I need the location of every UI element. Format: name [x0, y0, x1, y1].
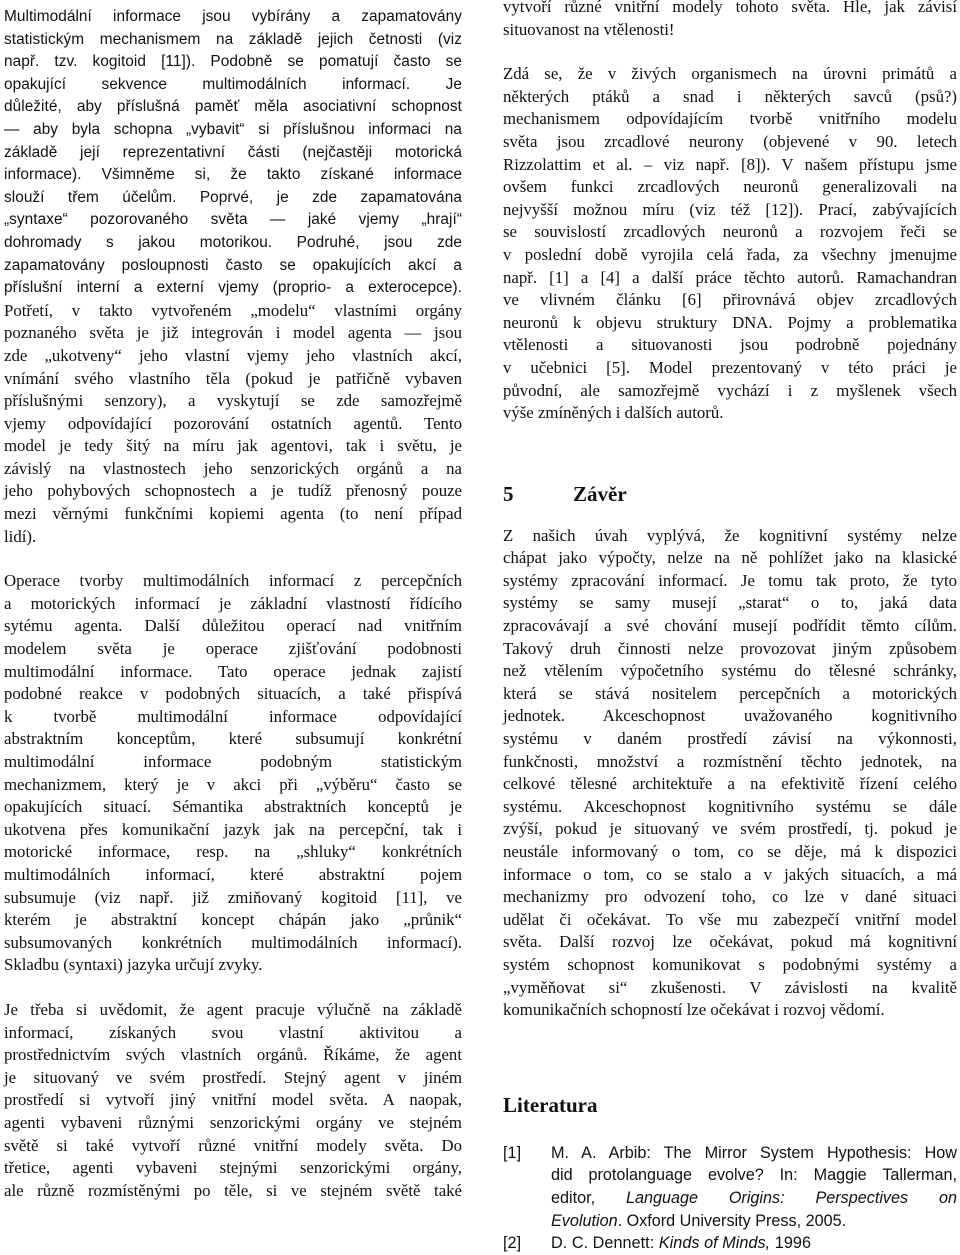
- text-line: „vyměňovat si“ zkušenosti. V závislosti na kvalitě: [503, 977, 957, 997]
- text-line: k tvorbě multimodální informace odpovídající: [4, 706, 462, 726]
- text-line: vjemy odpovídající pozorování ostatních agentů. Tento: [4, 413, 462, 433]
- reference-2-title: Kinds of Minds,: [658, 1234, 771, 1253]
- reference-text: . Oxford University Press, 2005.: [617, 1211, 847, 1230]
- text-line: abstraktním konceptům, které subsumují konkrétní: [4, 729, 462, 749]
- right-paragraph-1: [503, 0, 957, 41]
- section-title: Závěr: [573, 481, 627, 506]
- text-line: ovšem funkci zrcadlových neuronů generalizovali na: [503, 177, 957, 197]
- text-line: zde „ukotveny“ jeho vlastní vjemy jeho vlastních akcí,: [4, 345, 462, 365]
- text-line: opakujících situací. Sémantika abstraktních konceptů je: [4, 797, 462, 817]
- reference-2-text: [551, 1232, 957, 1255]
- text-line: komunikačních schopností lze očekávat i rozvoj vědomí.: [503, 1000, 885, 1020]
- text-line: statistickým mechanismem na základě jejich četnosti (viz: [4, 30, 462, 48]
- text-line: Zdá se, že v živých organismech na úrovni primátů a: [503, 64, 957, 84]
- text-line: příslušnými senzory), a vyskytují se zde samozřejmě: [4, 391, 462, 411]
- text-line: Potřetí, v takto vytvořeném „modelu“ vlastními orgány: [4, 300, 462, 320]
- text-line: celkové tělesné architektuře a na efektivitě řízení celého: [503, 774, 957, 794]
- reference-line: [551, 1187, 957, 1210]
- text-line: Je třeba si uvědomit, že agent pracuje výlučně na základě: [4, 999, 462, 1019]
- text-line: systém schopnost komunikovat s podobnými systémy a: [503, 954, 957, 974]
- text-line: neuronů k objevu struktury DNA. Pojmy a problematika: [503, 312, 957, 332]
- text-line: třetice, agenti vybaveni stejnými senzorickými orgány,: [4, 1158, 462, 1178]
- text-line: model je tedy šitý na míru jak agentovi, tak i světu, je: [4, 436, 462, 456]
- text-line: „syntaxe“ pozorovaného světa — jaké vjemy „hrají“: [4, 211, 462, 229]
- right-column: [503, 0, 957, 1255]
- text-line: Multimodální informace jsou vybírány a zapamatovány: [4, 8, 462, 25]
- left-paragraph-1: [4, 6, 462, 548]
- text-line: závislý na vlastnostech jeho senzorických orgánů a na: [4, 458, 462, 478]
- text-line: příslušní interní a externí vjemy (proprio- a exterocepce).: [4, 279, 462, 297]
- text-line: Rizzolattim et al. – viz např. [8]). V našem přístupu jsme: [503, 154, 957, 174]
- text-line: mezi věrnými funkčními kopiemi agenta (to není případ: [4, 504, 462, 524]
- text-line: chápat jako výpočty, nelze na ně pohlížet jako na klasické: [503, 548, 957, 568]
- text-line: mechanizmem, který je v akci při „výběru“ často se: [4, 774, 462, 794]
- left-paragraph-2: [4, 570, 462, 977]
- text-line: ukotvena přes komunikační jazyk jak na percepční, tak i: [4, 819, 462, 839]
- reference-2-authors: D. C. Dennett:: [551, 1234, 659, 1253]
- text-line: vytvoří různé vnitřní modely tohoto světa. Hle, jak závisí: [503, 0, 957, 16]
- text-line: prostřednictvím svých vlastních orgánů. Říkáme, že agent: [4, 1045, 462, 1065]
- text-line: jeho pohybových schopnostech a je tudíž přenosný pouze: [4, 481, 462, 501]
- text-line: v učebnici [5]. Model prezentovaný v této práci je: [503, 357, 957, 377]
- text-line: udělat či očekávat. To vše mu zabezpečí vnitřní model: [503, 909, 957, 929]
- text-line: opakující sekvence multimodálních informací. Je: [4, 75, 462, 93]
- reference-2-year: 1996: [770, 1234, 811, 1253]
- reference-italic: Language Origins: Perspectives on: [625, 1188, 957, 1207]
- reference-line: [551, 1164, 957, 1187]
- text-line: Z našich úvah vyplývá, že kognitivní systémy nelze: [503, 525, 957, 545]
- text-line: subsumovaných konkrétních multimodálních informací).: [4, 932, 462, 952]
- text-line: modelem světa je operace zjišťování podobnosti: [4, 639, 462, 659]
- text-line: je situovaný ve svém prostředí. Stejný agent v jiném: [4, 1067, 462, 1087]
- text-line: systémy zpracování informací. Je tomu tak proto, že tyto: [503, 570, 957, 590]
- text-line: vnímání svého vlastního těla (pokud je patřičně vybaven: [4, 368, 462, 388]
- text-line: situovanost na vtělenosti!: [503, 19, 675, 39]
- reference-line: [551, 1142, 957, 1165]
- left-column: [4, 0, 462, 1202]
- text-line: mechanizmy pro odvození toho, co lze v dané situaci: [503, 887, 957, 907]
- text-line: lidí).: [4, 526, 37, 546]
- text-line: systému. Akceschopnost kognitivního systému se dále: [503, 796, 957, 816]
- text-line: ve vlivném článku [6] přirovnává objev zrcadlových: [503, 290, 957, 310]
- references-title: Literatura: [503, 1092, 598, 1117]
- text-line: a motorických informací je základní vlastností řídícího: [4, 593, 462, 613]
- text-line: např. [1] a [4] a další práce těchto autorů. Ramachandran: [503, 267, 957, 287]
- text-line: motorické informace, resp. na „shluky“ konkrétních: [4, 842, 462, 862]
- text-line: zpracovávají a své chování musejí podřídit těmto cílům.: [503, 616, 957, 636]
- reference-line: [551, 1210, 957, 1233]
- text-line: informací, získaných svou vlastní aktivitou a: [4, 1022, 462, 1042]
- right-paragraph-2: [503, 63, 957, 425]
- text-line: podobné reakce v podobných situacích, a také přispívá: [4, 684, 462, 704]
- section-number: 5: [503, 481, 514, 506]
- text-line: světa jsou zrcadlové neurony (objevené v 90. letech: [503, 131, 957, 151]
- text-line: Takový druh činnosti nelze provozovat jiným způsobem: [503, 638, 957, 658]
- right-paragraph-3: [503, 525, 957, 1022]
- text-line: multimodálních informací, které abstraktní pojem: [4, 864, 462, 884]
- text-line: slouží třem účelům. Poprvé, je zde zapamatována: [4, 188, 462, 206]
- text-line: základě její reprezentativní části (nejčastěji motorická: [4, 143, 462, 161]
- text-line: mechanismem odpovídajícím tvorbě vnitřního modelu: [503, 109, 957, 129]
- text-line: Operace tvorby multimodálních informací z percepčních: [4, 571, 462, 591]
- text-line: systémy se samy musejí „starat“ o to, jaká data: [503, 593, 957, 613]
- text-line: kterém je abstraktní koncept chápán jako „průnik“: [4, 910, 462, 930]
- text-line: neustále informovaný o tom, co se děje, má k dispozici: [503, 842, 957, 861]
- text-line: subsumuje (viz např. již zmiňovaný kogitoid [11], ve: [4, 887, 462, 907]
- text-line: systému v daném prostředí závisí na výkonnosti,: [503, 729, 957, 749]
- text-line: ale různě rozmístěnými po těle, si ve stejném světě také: [4, 1180, 462, 1200]
- text-line: vtělenosti a situovanosti jsou podrobně pojednány: [503, 335, 957, 355]
- text-line: světě si také vytvoří různé vnitřní modely světa. Do: [4, 1135, 462, 1155]
- text-line: jednotek. Akceschopnost uvažovaného kognitivního: [503, 706, 957, 726]
- text-line: funkčnosti, množství a rozmístnění těchto jednotek, na: [503, 751, 957, 771]
- text-line: informace o tom, co se stalo a v jakých situacích, a má: [503, 864, 957, 884]
- text-line: sytému agenta. Další důležitou operací nad vnitřním: [4, 616, 462, 636]
- reference-italic: Evolution: [551, 1211, 618, 1230]
- reference-text: M. A. Arbib: The Mirror System Hypothesis: How: [551, 1143, 957, 1162]
- text-line: poznaného světa je již integrován i model agenta — jsou: [4, 323, 462, 343]
- text-line: některých ptáků a snad i některých savců (psů?): [503, 86, 957, 106]
- text-line: než vtělením výpočetního systému do tělesné schránky,: [503, 661, 957, 681]
- text-line: nejvyšší možnou míru (viz též [12]). Prací, zabývajících: [503, 199, 957, 219]
- text-line: multimodální informace podobným statistickým: [4, 752, 462, 771]
- text-line: světa. Další rozvoj lze očekávat, pokud má kognitivní: [503, 932, 957, 952]
- text-line: informace). Všimněme si, že takto získané informace: [4, 166, 462, 184]
- text-line: výše zmíněných i dalších autorů.: [503, 403, 724, 423]
- text-line: zapamatovány posloupnosti často se opakujících akcí a: [4, 256, 462, 274]
- left-paragraph-3: [4, 999, 462, 1202]
- reference-text: editor,: [551, 1188, 626, 1207]
- text-line: agenti vybaveni různými senzorickými orgány ve stejném: [4, 1112, 462, 1132]
- text-line: multimodální informace. Tato operace jednak zajistí: [4, 661, 462, 681]
- reference-2-tag: [2]: [503, 1234, 522, 1253]
- text-line: v poslední době vyrojila celá řada, za všechny jmenujme: [503, 244, 957, 264]
- reference-1-text: [551, 1142, 957, 1232]
- section-heading: [503, 479, 957, 509]
- reference-2: [503, 1232, 957, 1255]
- text-line: dohromady s jakou motorikou. Podruhé, jsou zde: [4, 233, 462, 251]
- text-line: — aby byla schopna „vybavit“ si příslušnou informaci na: [4, 120, 462, 138]
- text-line: důležité, aby příslušná paměť měla asociativní schopnost: [4, 98, 462, 116]
- reference-1-tag: [1]: [503, 1143, 522, 1162]
- text-line: která se stává nositelem percepčních a motorických: [503, 683, 957, 703]
- text-line: se souvislostí zrcadlových neuronů a rozvojem řeči se: [503, 222, 957, 242]
- text-line: např. tzv. kogitoid [11]). Podobně se pomatují často se: [4, 53, 462, 71]
- text-line: zvýší, pokud je situovaný ve svém prostředí, tj. pokud je: [503, 819, 957, 839]
- text-line: Skladbu (syntaxi) jazyka určují zvyky.: [4, 955, 263, 975]
- reference-1: [503, 1142, 957, 1232]
- text-line: původní, ale samozřejmě vychází i z myšlenek všech: [503, 380, 957, 400]
- text-line: prostředí si vytvoří jiný vnitřní model světa. A naopak,: [4, 1090, 462, 1110]
- reference-text: did protolanguage evolve? In: Maggie Tallerman,: [551, 1166, 957, 1185]
